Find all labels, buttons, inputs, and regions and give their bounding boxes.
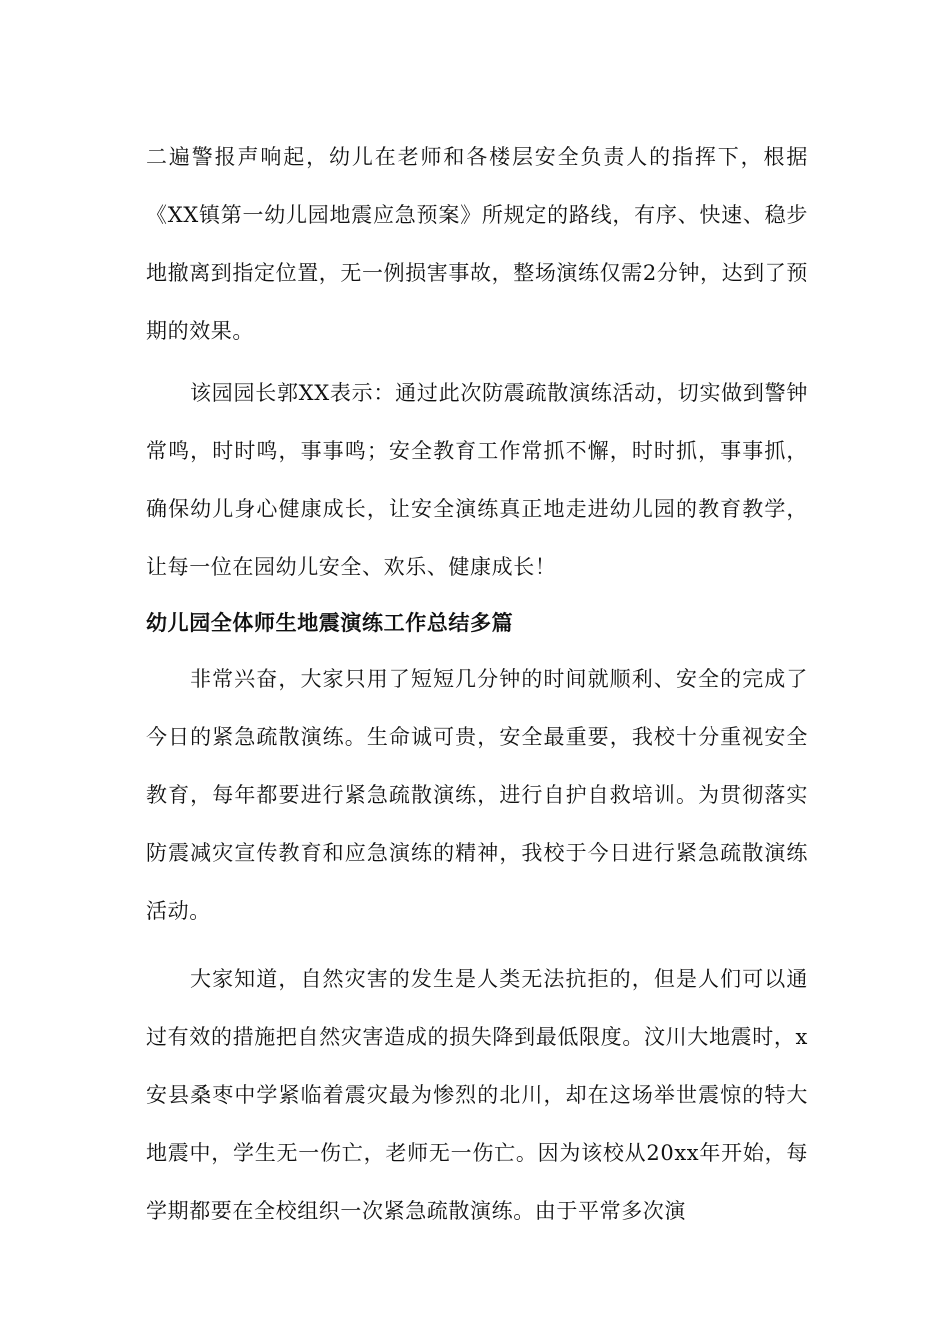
document-body	[146, 128, 808, 1240]
paragraph-drill-summary: 非常兴奋，大家只用了短短几分钟的时间就顺利、安全的完成了今日的紧急疏散演练。生命诚可贵，安全最重要，我校十分重视安全教育，每年都要进行紧急疏散演练，进行自护自救培训。为贯彻落实防震减灾宣传教育和应急演练的精神，我校于今日进行紧急疏散演练活动。	[146, 667, 808, 923]
section-heading: 幼儿园全体师生地震演练工作总结多篇	[146, 610, 514, 635]
paragraph-disaster-example: 大家知道，自然灾害的发生是人类无法抗拒的，但是人们可以通过有效的措施把自然灾害造成的损失降到最低限度。汶川大地震时，x安县桑枣中学紧临着震灾最为惨烈的北川，却在这场举世震惊的特大地震中，学生无一伤亡，老师无一伤亡。因为该校从20xx年开始，每学期都要在全校组织一次紧急疏散演练。由于平常多次演	[146, 967, 808, 1223]
paragraph-evacuation-process: 二遍警报声响起，幼儿在老师和各楼层安全负责人的指挥下，根据《XX镇第一幼儿园地震应急预案》所规定的路线，有序、快速、稳步地撤离到指定位置，无一例损害事故，整场演练仅需2分钟，达到了预期的效果。	[146, 145, 808, 343]
paragraph-spacer	[146, 940, 808, 950]
paragraph-principal-statement: 该园园长郭XX表示：通过此次防震疏散演练活动，切实做到警钟常鸣，时时鸣，事事鸣；安全教育工作常抓不懈，时时抓，事事抓，确保幼儿身心健康成长，让安全演练真正地走进幼儿园的教育教学，让每一位在园幼儿安全、欢乐、健康成长！	[146, 381, 808, 579]
